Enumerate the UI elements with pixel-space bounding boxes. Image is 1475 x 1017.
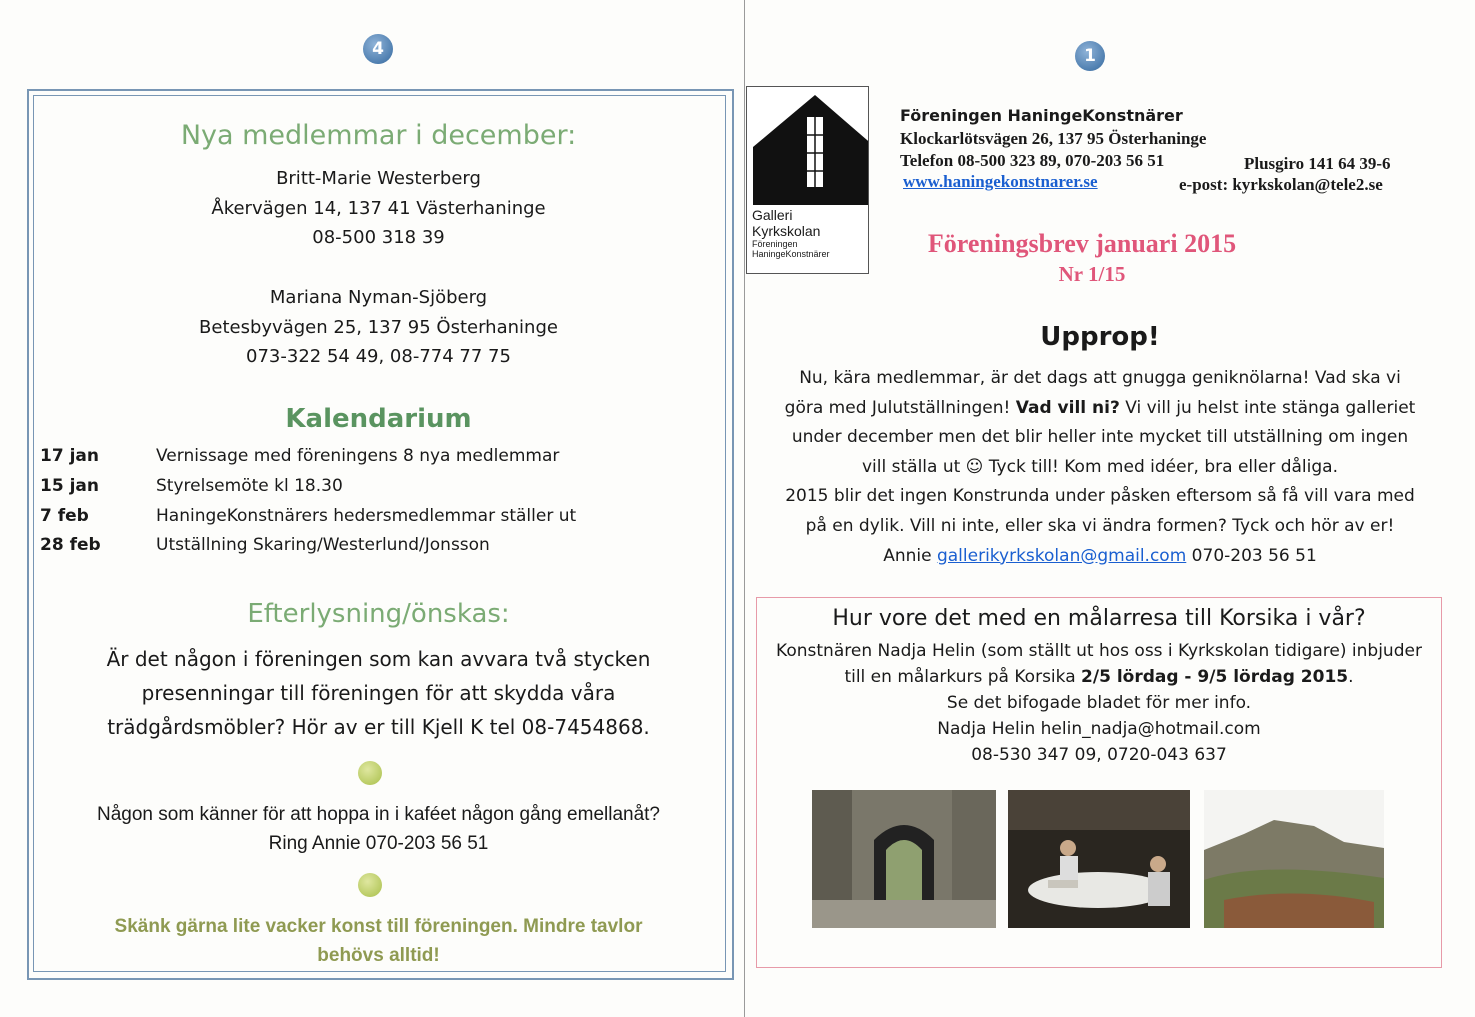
logo-line: Galleri — [752, 207, 793, 223]
corsica-segment: . — [1348, 667, 1354, 687]
page-number: 4 — [372, 39, 384, 59]
logo-line: Kyrkskolan — [752, 223, 821, 239]
member-name: Britt-Marie Westerberg — [276, 168, 481, 189]
logo-line: Föreningen — [752, 239, 798, 249]
member-phone: 073-322 54 49, 08-774 77 75 — [246, 346, 511, 367]
org-email: e-post: kyrkskolan@tele2.se — [1179, 175, 1383, 194]
appeal-segment: Vi vill ju helst inte stänga galleriet — [1119, 397, 1416, 418]
org-phone: Telefon 08-500 323 89, 070-203 56 51 — [900, 151, 1165, 170]
org-address: Klockarlötsvägen 26, 137 95 Österhaninge — [900, 129, 1207, 148]
wanted-line: trädgårdsmöbler? Hör av er till Kjell K tel 08-7454868. — [107, 715, 650, 739]
wanted-heading: Efterlysning/önskas: — [247, 599, 510, 629]
page-number-badge — [1075, 41, 1105, 71]
appeal-line: Nu, kära medlemmar, är det dags att gnugga geniknölarna! Vad ska vi — [799, 368, 1401, 388]
corsica-line — [756, 664, 1442, 690]
logo-line: HaningeKonstnärer — [752, 249, 830, 259]
corsica-dates: 2/5 lördag - 9/5 lördag 2015 — [1081, 667, 1349, 687]
member-address: Åkervägen 14, 137 41 Västerhaninge — [211, 197, 546, 219]
appeal-line: vill ställa ut ☺ Tyck till! Kom med idéer, bra eller dåliga. — [862, 456, 1338, 477]
cafe-line: Någon som känner för att hoppa in i kaféet någon gång emellanåt? — [97, 804, 660, 825]
photo-corsica-landscape — [1204, 790, 1384, 928]
corsica-segment: till en målarkurs på Korsika — [844, 667, 1082, 687]
appeal-line: 2015 blir det ingen Konstrunda under påsken eftersom så få vill vara med — [785, 486, 1415, 507]
corsica-heading: Hur vore det med en målarresa till Korsika i vår? — [832, 606, 1366, 631]
logo-text — [752, 207, 830, 259]
landscape-image — [1204, 790, 1384, 928]
appeal-line: under december men det blir heller inte mycket till utställning om ingen — [791, 427, 1409, 448]
cafe-text — [33, 800, 724, 858]
calendar-date: 28 feb — [40, 535, 101, 555]
appeal-text — [760, 364, 1440, 571]
corsica-line: Konstnären Nadja Helin (som ställt ut hos oss i Kyrkskolan tidigare) inbjuder — [776, 641, 1422, 661]
contact-email-link[interactable]: gallerikyrkskolan@gmail.com — [936, 545, 1187, 566]
donate-line: behövs alltid! — [317, 945, 440, 966]
painting-class-image — [1008, 790, 1190, 928]
member-2 — [33, 283, 724, 372]
newsletter-title: Föreningsbrev januari 2015 — [927, 229, 1237, 258]
cafe-line: Ring Annie 070-203 56 51 — [268, 833, 489, 854]
wanted-line: Är det någon i föreningen som kan avvara två stycken — [106, 647, 651, 671]
wanted-line: presenningar till föreningen för att skydda våra — [141, 681, 616, 705]
corsica-line: Nadja Helin helin_nadja@hotmail.com — [937, 719, 1261, 739]
calendar-date: 15 jan — [40, 476, 99, 496]
page-number: 1 — [1084, 46, 1096, 66]
calendar-text: HaningeKonstnärers hedersmedlemmar ställer ut — [156, 506, 577, 526]
corsica-line: 08-530 347 09, 0720-043 637 — [971, 745, 1227, 765]
calendar-date: 7 feb — [40, 506, 89, 526]
corsica-line: Se det bifogade bladet för mer info. — [946, 693, 1252, 713]
photo-stone-archway — [812, 790, 996, 928]
appeal-line — [760, 394, 1440, 424]
appeal-contact — [760, 542, 1440, 572]
org-plusgiro: Plusgiro 141 64 39-6 — [1244, 154, 1391, 173]
calendar-heading: Kalendarium — [285, 404, 472, 434]
newsletter-number: Nr 1/15 — [1058, 262, 1126, 286]
calendar-text: Vernissage med föreningens 8 nya medlemmar — [156, 446, 560, 466]
smiley-icon — [358, 761, 382, 785]
house-icon — [747, 87, 868, 205]
corsica-text — [756, 638, 1442, 768]
calendar-text: Styrelsemöte kl 18.30 — [156, 476, 343, 496]
member-name: Mariana Nyman-Sjöberg — [269, 287, 488, 308]
member-address: Betesbyvägen 25, 137 95 Österhaninge — [199, 316, 558, 338]
appeal-line: på en dylik. Vill ni inte, eller ska vi ändra formen? Tyck och hör av er! — [805, 515, 1395, 536]
new-members-heading: Nya medlemmar i december: — [180, 120, 577, 151]
calendar-text: Utställning Skaring/Westerlund/Jonsson — [156, 535, 490, 555]
member-phone: 08-500 318 39 — [312, 227, 445, 248]
donate-line: Skänk gärna lite vacker konst till föreningen. Mindre tavlor — [114, 916, 643, 937]
contact-phone: 070-203 56 51 — [1186, 545, 1317, 566]
donate-text — [33, 912, 724, 970]
org-name: Föreningen HaningeKonstnärer — [900, 106, 1183, 125]
archway-image — [812, 790, 996, 928]
appeal-emphasis: Vad vill ni? — [1015, 397, 1120, 418]
photo-painting-class — [1008, 790, 1190, 928]
member-1 — [33, 164, 724, 253]
page-fold — [744, 0, 745, 1017]
appeal-heading: Upprop! — [1040, 322, 1160, 352]
calendar-date: 17 jan — [40, 446, 99, 466]
appeal-segment: göra med Julutställningen! — [784, 397, 1016, 418]
contact-name: Annie — [883, 545, 937, 566]
page-number-badge — [363, 34, 393, 64]
website-link[interactable]: www.haningekonstnarer.se — [903, 172, 1098, 191]
smiley-icon — [358, 873, 382, 897]
wanted-text — [33, 642, 724, 744]
